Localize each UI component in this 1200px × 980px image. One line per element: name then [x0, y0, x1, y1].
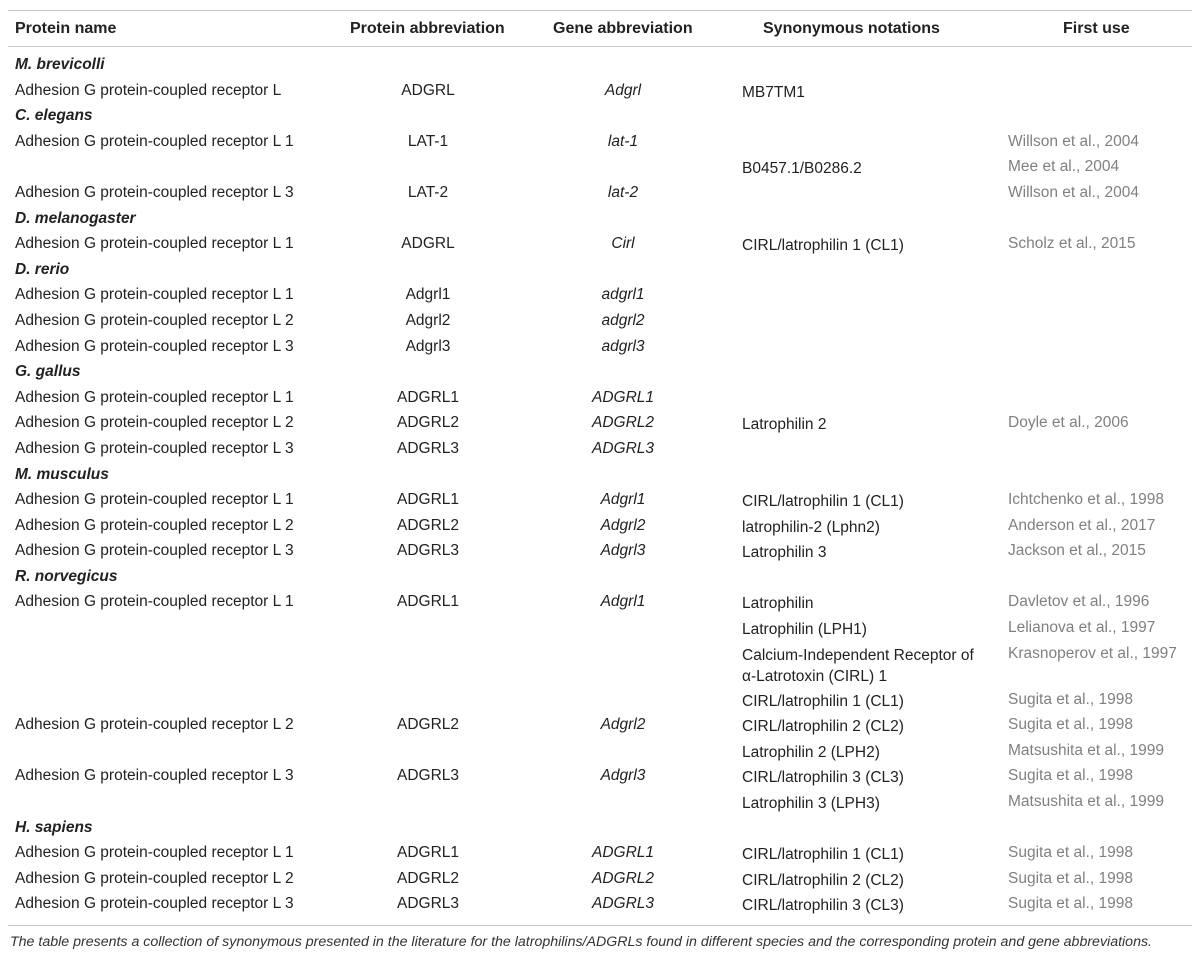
gene-abbreviation-cell: Adgrl1: [600, 491, 646, 509]
first-use-cell: Sugita et al., 1998: [1008, 716, 1133, 734]
table-row: [0, 740, 1200, 766]
synonymous-notation-cell: Latrophilin (LPH1): [742, 621, 867, 639]
table-row: [0, 868, 1200, 894]
table-row: [0, 387, 1200, 413]
table-row: [0, 489, 1200, 515]
header-protein-abbreviation: Protein abbreviation: [350, 20, 505, 37]
table-row: [0, 131, 1200, 157]
species-row: [0, 54, 1200, 80]
protein-name-cell: Adhesion G protein-coupled receptor L 2: [15, 716, 294, 734]
first-use-cell: Willson et al., 2004: [1008, 132, 1139, 150]
protein-name-cell: Adhesion G protein-coupled receptor L 3: [15, 183, 294, 201]
table-row: [0, 336, 1200, 362]
gene-abbreviation-cell: Adgrl2: [600, 516, 646, 534]
protein-name-cell: Adhesion G protein-coupled receptor L 1: [15, 593, 294, 611]
synonymous-notation-cell: CIRL/latrophilin 1 (CL1): [742, 493, 904, 511]
table-bottom-rule: [8, 925, 1192, 926]
table-row: [0, 765, 1200, 791]
protein-abbreviation-cell: ADGRL1: [396, 491, 460, 509]
table-header-rule: [8, 46, 1192, 47]
species-name: D. melanogaster: [15, 209, 136, 227]
table-row: [0, 80, 1200, 106]
synonymous-notation-cell: CIRL/latrophilin 2 (CL2): [742, 718, 904, 736]
protein-abbreviation-cell: ADGRL1: [396, 593, 460, 611]
protein-name-cell: Adhesion G protein-coupled receptor L: [15, 81, 282, 99]
protein-abbreviation-cell: Adgrl1: [405, 286, 451, 304]
synonymous-notation-cell: CIRL/latrophilin 2 (CL2): [742, 871, 904, 889]
first-use-cell: Willson et al., 2004: [1008, 183, 1139, 201]
first-use-cell: Matsushita et al., 1999: [1008, 741, 1164, 759]
gene-abbreviation-cell: Adgrl: [604, 81, 642, 99]
table-row: [0, 842, 1200, 868]
synonymous-notation-cell: MB7TM1: [742, 83, 805, 101]
table-row: [0, 284, 1200, 310]
protein-name-cell: Adhesion G protein-coupled receptor L 3: [15, 542, 294, 560]
gene-abbreviation-cell: ADGRL3: [591, 439, 655, 457]
first-use-cell: Lelianova et al., 1997: [1008, 619, 1156, 637]
protein-name-cell: Adhesion G protein-coupled receptor L 3: [15, 439, 294, 457]
protein-abbreviation-cell: ADGRL2: [396, 716, 460, 734]
table-row: [0, 156, 1200, 182]
table-row: [0, 591, 1200, 617]
first-use-cell: Matsushita et al., 1999: [1008, 793, 1164, 811]
protein-name-cell: Adhesion G protein-coupled receptor L 3: [15, 895, 294, 913]
first-use-cell: Davletov et al., 1996: [1008, 593, 1150, 611]
header-gene-abbreviation: Gene abbreviation: [553, 20, 693, 37]
protein-abbreviation-cell: LAT-2: [407, 183, 449, 201]
synonymous-notation-cell: Latrophilin: [742, 595, 814, 613]
table-row: [0, 515, 1200, 541]
table-top-rule: [8, 10, 1192, 11]
protein-name-cell: Adhesion G protein-coupled receptor L 1: [15, 286, 294, 304]
first-use-cell: Sugita et al., 1998: [1008, 844, 1133, 862]
protein-name-cell: Adhesion G protein-coupled receptor L 1: [15, 844, 294, 862]
gene-abbreviation-cell: ADGRL1: [591, 844, 655, 862]
protein-name-cell: Adhesion G protein-coupled receptor L 2: [15, 311, 294, 329]
gene-abbreviation-cell: lat-1: [607, 132, 639, 150]
gene-abbreviation-cell: Adgrl3: [600, 767, 646, 785]
table-row: [0, 233, 1200, 259]
protein-name-cell: Adhesion G protein-coupled receptor L 2: [15, 414, 294, 432]
protein-name-cell: Adhesion G protein-coupled receptor L 1: [15, 132, 294, 150]
protein-name-cell: Adhesion G protein-coupled receptor L 1: [15, 388, 294, 406]
species-row: [0, 566, 1200, 592]
gene-abbreviation-cell: adgrl3: [601, 337, 645, 355]
synonymous-notation-cell: Latrophilin 3 (LPH3): [742, 795, 880, 813]
gene-abbreviation-cell: ADGRL3: [591, 895, 655, 913]
synonymous-notation-cell: CIRL/latrophilin 1 (CL1): [742, 846, 904, 864]
synonymous-notation-cell: Latrophilin 2 (LPH2): [742, 743, 880, 761]
synonymous-notation-cell: CIRL/latrophilin 1 (CL1): [742, 237, 904, 255]
first-use-cell: Scholz et al., 2015: [1008, 235, 1136, 253]
synonymous-notation-cell: latrophilin-2 (Lphn2): [742, 518, 880, 536]
protein-name-cell: Adhesion G protein-coupled receptor L 2: [15, 869, 294, 887]
first-use-cell: Mee et al., 2004: [1008, 158, 1120, 176]
species-name: M. musculus: [15, 465, 109, 483]
table-row: [0, 689, 1200, 715]
synonymous-notation-cell: CIRL/latrophilin 3 (CL3): [742, 769, 904, 787]
table-row: [0, 310, 1200, 336]
protein-abbreviation-cell: ADGRL2: [396, 516, 460, 534]
table-caption: The table presents a collection of synonymous presented in the literature for the latrophilins/ADGRLs found in different species and the corresponding protein and gene abbreviations.: [10, 934, 1152, 950]
protein-abbreviation-cell: Adgrl2: [405, 311, 451, 329]
species-name: C. elegans: [15, 107, 93, 125]
table-row: [0, 791, 1200, 817]
table-row: [0, 643, 1200, 689]
synonymous-notation-cell: CIRL/latrophilin 1 (CL1): [742, 692, 904, 710]
gene-abbreviation-cell: Adgrl3: [600, 542, 646, 560]
gene-abbreviation-cell: ADGRL2: [591, 414, 655, 432]
header-first-use: First use: [1063, 20, 1130, 37]
species-name: H. sapiens: [15, 818, 93, 836]
gene-abbreviation-cell: Adgrl1: [600, 593, 646, 611]
protein-abbreviation-cell: ADGRL2: [396, 414, 460, 432]
protein-abbreviation-cell: ADGRL3: [396, 439, 460, 457]
species-name: R. norvegicus: [15, 567, 118, 585]
first-use-cell: Sugita et al., 1998: [1008, 767, 1133, 785]
table-row: [0, 714, 1200, 740]
protein-abbreviation-cell: ADGRL3: [396, 542, 460, 560]
protein-name-cell: Adhesion G protein-coupled receptor L 1: [15, 491, 294, 509]
first-use-cell: Sugita et al., 1998: [1008, 869, 1133, 887]
protein-abbreviation-cell: ADGRL: [401, 235, 455, 253]
gene-abbreviation-cell: adgrl1: [601, 286, 645, 304]
first-use-cell: Anderson et al., 2017: [1008, 516, 1156, 534]
gene-abbreviation-cell: ADGRL1: [591, 388, 655, 406]
species-name: G. gallus: [15, 363, 81, 381]
protein-name-cell: Adhesion G protein-coupled receptor L 2: [15, 516, 294, 534]
protein-abbreviation-cell: ADGRL1: [396, 844, 460, 862]
protein-abbreviation-cell: Adgrl3: [405, 337, 451, 355]
first-use-cell: Sugita et al., 1998: [1008, 895, 1133, 913]
table-row: [0, 617, 1200, 643]
table-row: [0, 893, 1200, 919]
table-row: [0, 540, 1200, 566]
gene-abbreviation-cell: adgrl2: [601, 311, 645, 329]
protein-name-cell: Adhesion G protein-coupled receptor L 3: [15, 337, 294, 355]
header-synonymous-notations: Synonymous notations: [763, 20, 940, 37]
protein-abbreviation-cell: ADGRL3: [396, 767, 460, 785]
protein-abbreviation-cell: LAT-1: [407, 132, 449, 150]
table-body: [0, 54, 1200, 919]
protein-abbreviation-cell: ADGRL3: [396, 895, 460, 913]
gene-abbreviation-cell: lat-2: [607, 183, 639, 201]
synonymous-notation-cell: Calcium-Independent Receptor of α-Latrotoxin (CIRL) 1: [742, 646, 974, 685]
protein-abbreviation-cell: ADGRL1: [396, 388, 460, 406]
protein-abbreviation-cell: ADGRL: [401, 81, 455, 99]
synonymous-notation-cell: B0457.1/B0286.2: [742, 160, 862, 178]
species-row: [0, 208, 1200, 234]
synonymous-notation-cell: CIRL/latrophilin 3 (CL3): [742, 897, 904, 915]
table-row: [0, 438, 1200, 464]
species-row: [0, 259, 1200, 285]
species-row: [0, 817, 1200, 843]
gene-abbreviation-cell: Adgrl2: [600, 716, 646, 734]
first-use-cell: Ichtchenko et al., 1998: [1008, 491, 1164, 509]
first-use-cell: Sugita et al., 1998: [1008, 690, 1133, 708]
species-name: D. rerio: [15, 260, 70, 278]
protein-name-cell: Adhesion G protein-coupled receptor L 3: [15, 767, 294, 785]
species-name: M. brevicolli: [15, 56, 105, 73]
first-use-cell: Doyle et al., 2006: [1008, 414, 1129, 432]
first-use-cell: Jackson et al., 2015: [1008, 542, 1146, 560]
protein-abbreviation-cell: ADGRL2: [396, 869, 460, 887]
first-use-cell: Krasnoperov et al., 1997: [1008, 644, 1177, 662]
gene-abbreviation-cell: ADGRL2: [591, 869, 655, 887]
synonymous-notation-cell: Latrophilin 3: [742, 544, 827, 562]
species-row: [0, 361, 1200, 387]
protein-name-cell: Adhesion G protein-coupled receptor L 1: [15, 235, 294, 253]
synonymous-notation-cell: Latrophilin 2: [742, 416, 827, 434]
species-row: [0, 105, 1200, 131]
header-protein-name: Protein name: [15, 20, 117, 37]
species-row: [0, 464, 1200, 490]
gene-abbreviation-cell: Cirl: [611, 235, 635, 253]
table-row: [0, 182, 1200, 208]
table-row: [0, 412, 1200, 438]
